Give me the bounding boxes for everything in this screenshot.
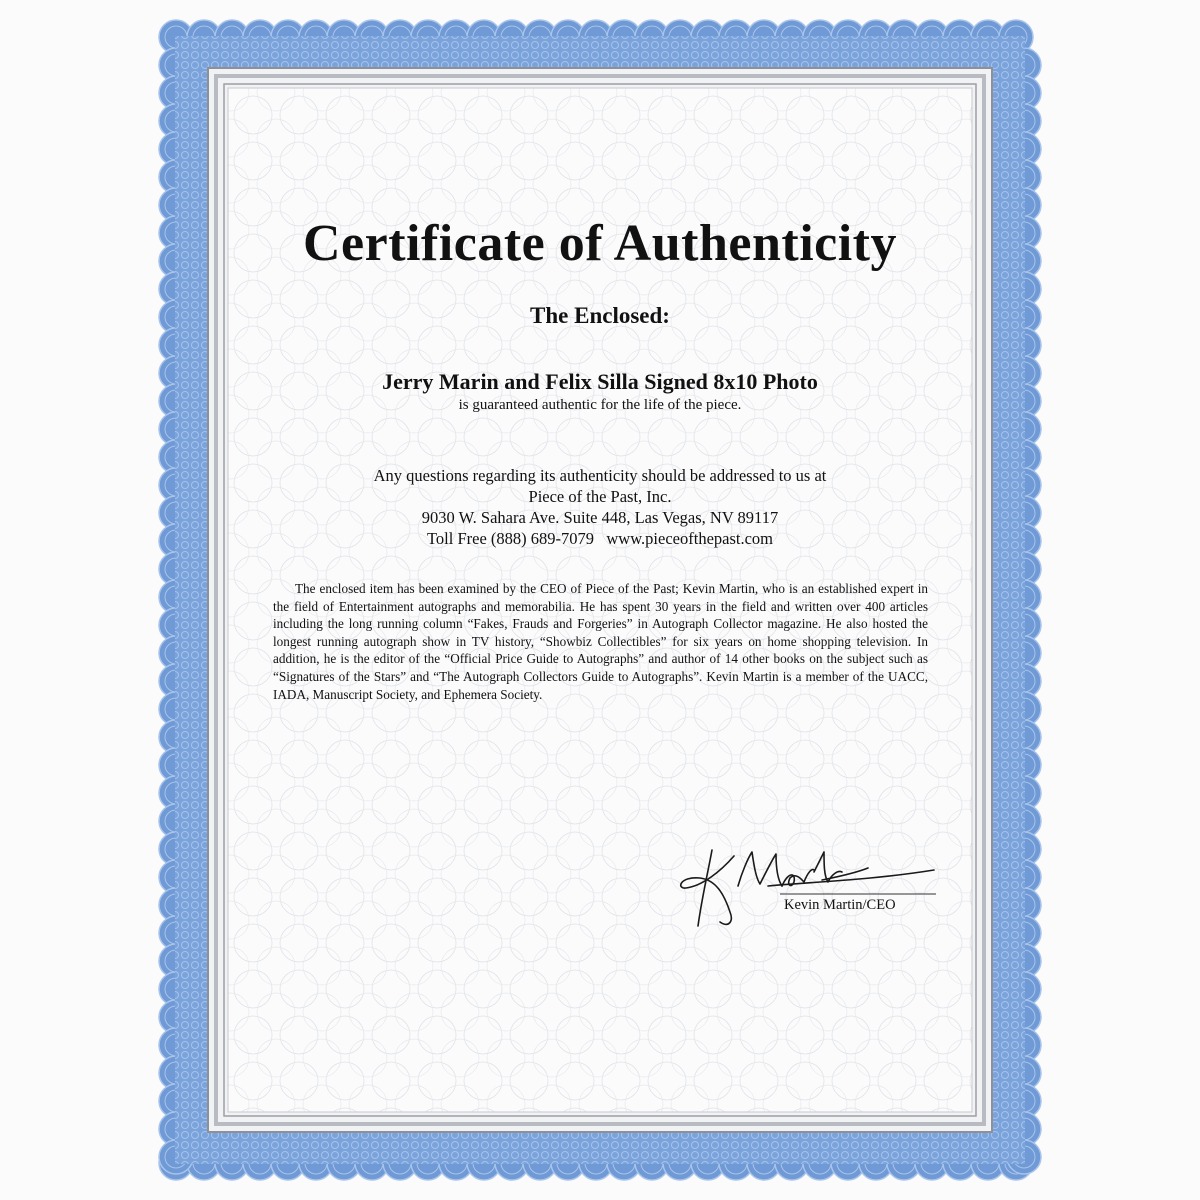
signer-name: Kevin Martin/CEO <box>784 897 896 913</box>
phone-and-website: Toll Free (888) 689-7079 www.pieceofthepast.com <box>426 529 774 548</box>
guarantee-statement: is guaranteed authentic for the life of the piece. <box>458 397 742 413</box>
item-name: Jerry Marin and Felix Silla Signed 8x10 Photo <box>382 369 818 394</box>
company-name: Piece of the Past, Inc. <box>528 487 672 506</box>
contact-intro: Any questions regarding its authenticity should be addressed to us at <box>373 466 827 485</box>
company-address: 9030 W. Sahara Ave. Suite 448, Las Vegas, NV 89117 <box>421 508 779 527</box>
expert-bio-paragraph: The enclosed item has been examined by the CEO of Piece of the Past; Kevin Martin, who is an established expert in the field of Entertainment autographs and memorabilia. He has spent 30 years in the field and written over 400 articles including the long running column “Fakes, Frauds and Forgeries” in Autograph Collector magazine. He also hosted the longest running autograph show in TV history, “Showbiz Collectibles” for six years on home shopping television. In addition, he is the editor of the “Official Price Guide to Autographs” and author of 14 other books on the subject such as “Signatures of the Stars” and “The Autograph Collectors Guide to Autographs”. Kevin Martin is a member of the UACC, IADA, Manuscript Society, and Ephemera Society. <box>273 581 928 702</box>
enclosed-heading: The Enclosed: <box>530 303 670 328</box>
contact-block <box>262 465 938 549</box>
signature-block <box>672 842 942 932</box>
certificate-title: Certificate of Authenticity <box>303 215 897 272</box>
handwritten-signature <box>672 842 942 932</box>
